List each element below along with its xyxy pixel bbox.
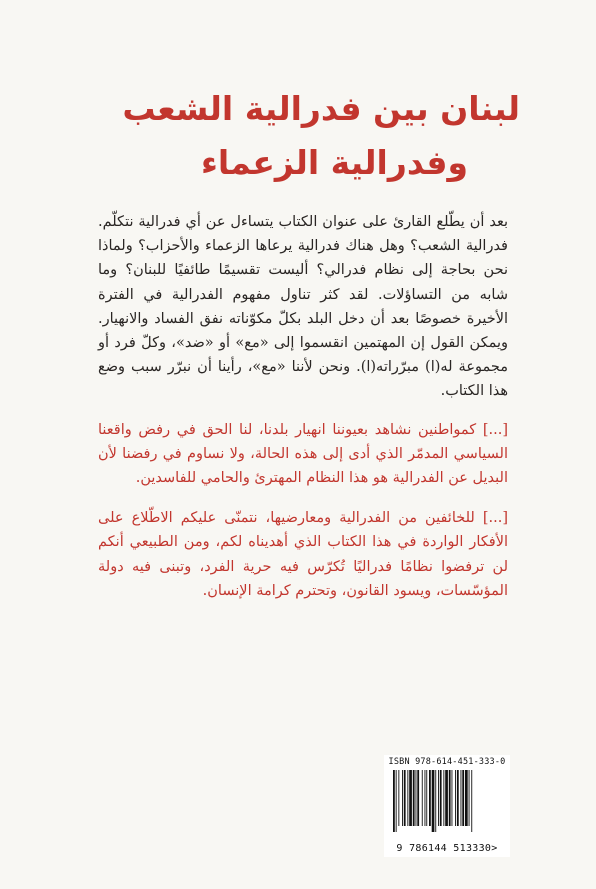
blurb-text bbox=[98, 210, 508, 603]
barcode-bar bbox=[413, 770, 415, 826]
barcode-bar bbox=[425, 770, 426, 826]
book-title bbox=[0, 82, 520, 190]
barcode-bar bbox=[462, 770, 464, 826]
barcode-bar bbox=[416, 770, 417, 826]
barcode-bar bbox=[393, 770, 395, 832]
barcode-bar bbox=[449, 770, 451, 826]
isbn-barcode bbox=[384, 755, 510, 857]
barcode-bar bbox=[461, 770, 462, 826]
barcode-bars bbox=[392, 770, 502, 832]
barcode-bar bbox=[426, 770, 427, 826]
barcode-bar bbox=[471, 770, 472, 832]
blurb-paragraph-1: بعد أن يطّلع القارئ على عنوان الكتاب يتساءل عن أي فدرالية نتكلّم. فدرالية الشعب؟ وهل هناك فدرالية يرعاها الزعماء والأحزاب؟ ولماذا نحن بحاجة إلى نظام فدرالي؟ أليست تقسيمًا طائفيًا للبنان؟ وما شابه من التساؤلات. لقد كثر تناول مفهوم الفدرالية في الفترة الأخيرة خصوصًا بعد أن دخل البلد بكلّ مكوّناته نفق الفساد والانهيار. ويمكن القول إن المهتمين انقسموا إلى «مع» أو «ضد»، وكلّ فرد أو مجموعة له(ا) مبرّراته(ا). ونحن لأننا «مع»، رأينا أن نبرّر سبب وضع هذا الكتاب. bbox=[98, 214, 509, 400]
barcode-bar bbox=[457, 770, 459, 826]
isbn-label: ISBN 978-614-451-333-0 bbox=[388, 757, 506, 767]
barcode-bar bbox=[440, 770, 442, 826]
blurb-paragraph-2: [...] كمواطنين نشاهد بعيوننا انهيار بلدنا، لنا الحق في رفض واقعنا السياسي المدمّر الذي أدى إلى هذه الحالة، ولا نساوم في رفضنا لأن البديل عن الفدرالية هو هذا النظام المهترئ والحامي للفاسدين. bbox=[98, 421, 508, 487]
barcode-bar bbox=[445, 770, 448, 826]
barcode-bar bbox=[396, 770, 397, 832]
barcode-number: 9 786144 513330 bbox=[396, 843, 492, 854]
barcode-quiet-mark: > bbox=[491, 843, 498, 854]
title-line-2: وفدرالية الزعماء bbox=[200, 143, 468, 182]
barcode-bar bbox=[443, 770, 444, 826]
barcode-bar bbox=[398, 770, 399, 826]
barcode-bar bbox=[432, 770, 435, 832]
barcode-bar bbox=[465, 770, 468, 826]
barcode-bar bbox=[435, 770, 436, 832]
barcode-digits bbox=[384, 843, 510, 854]
barcode-bar bbox=[407, 770, 408, 826]
title-line-1: لبنان بين فدرالية الشعب bbox=[122, 89, 520, 128]
barcode-bar bbox=[469, 770, 470, 826]
barcode-bar bbox=[438, 770, 439, 826]
barcode-bar bbox=[409, 770, 412, 826]
barcode-bar bbox=[455, 770, 456, 826]
barcode-bar bbox=[402, 770, 403, 826]
barcode-bar bbox=[404, 770, 406, 826]
barcode-bar bbox=[422, 770, 423, 826]
barcode-bar bbox=[452, 770, 453, 826]
barcode-bar bbox=[429, 770, 431, 826]
blurb-paragraph-3: [...] للخائفين من الفدرالية ومعارضيها، نتمنّى عليكم الاطّلاع على الأفكار الواردة في هذا الكتاب الذي أهديناه لكم، ومن الطبيعي أنكم لن ترفضوا نظامًا فدراليًا تُكرّس فيه حرية الفرد، وتبنى فيه دولة المؤسّسات، ويسود القانون، وتحترم كرامة الإنسان. bbox=[98, 510, 508, 599]
barcode-bar bbox=[417, 770, 419, 826]
